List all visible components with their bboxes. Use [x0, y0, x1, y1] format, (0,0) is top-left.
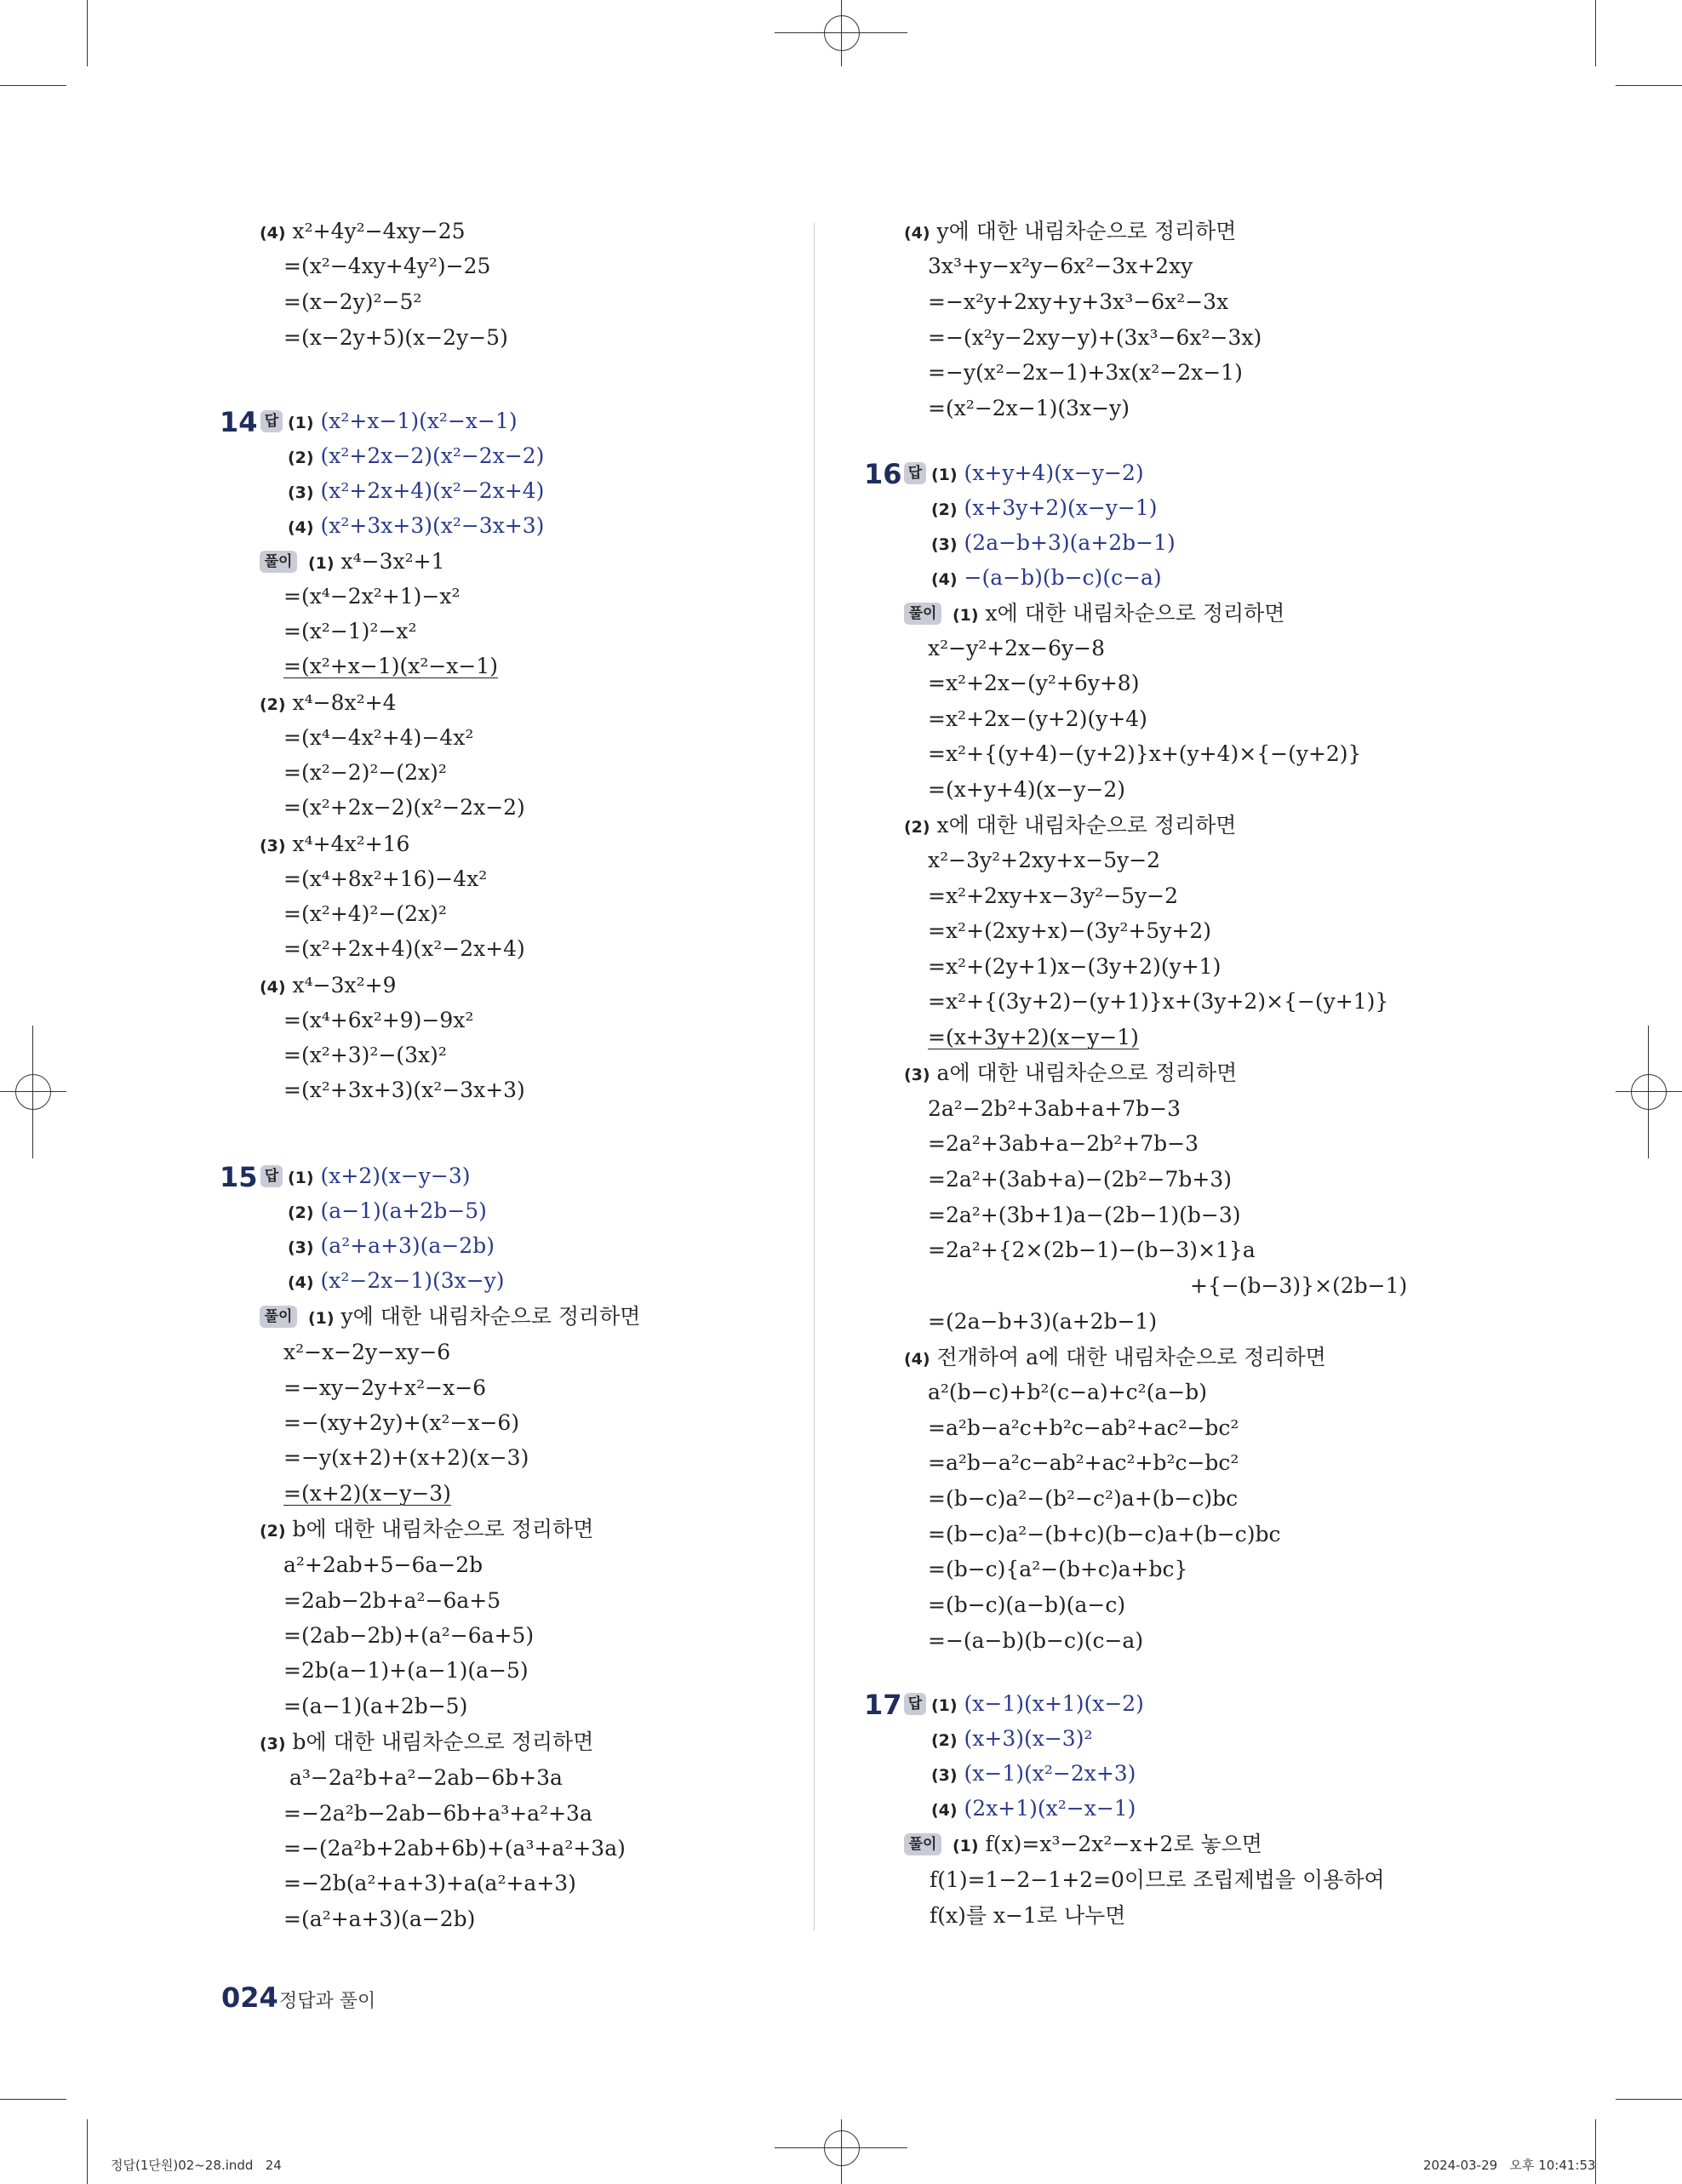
solution-badge: 풀이	[904, 603, 941, 625]
registration-mark	[1616, 1091, 1682, 1092]
math-line: =x²+{(y+4)−(y+2)}x+(y+4)×{−(y+2)}	[928, 741, 1362, 766]
math-line: f(x)를 x−1로 나누면	[930, 1903, 1126, 1928]
registration-mark	[1631, 1074, 1667, 1110]
math-line: =−(x²y−2xy−y)+(3x³−6x²−3x)	[928, 325, 1262, 350]
crop-mark	[0, 2099, 66, 2100]
crop-mark	[1616, 85, 1682, 86]
crop-mark	[87, 2119, 88, 2184]
math-line: =a²b−a²c+b²c−ab²+ac²−bc²	[928, 1415, 1239, 1440]
math-line: =x²+(2y+1)x−(3y+2)(y+1)	[928, 954, 1221, 979]
math-line: x²−y²+2x−6y−8	[928, 636, 1105, 660]
math-line: =(x−2y)²−5²	[283, 289, 422, 314]
answer-line: (1) (x+2)(x−y−3)	[288, 1163, 471, 1188]
math-line: (3) x⁴+4x²+16	[260, 832, 410, 856]
math-line: =2a²+(3ab+a)−(2b²−7b+3)	[928, 1167, 1232, 1192]
math-line: =x²+{(3y+2)−(y+1)}x+(3y+2)×{−(y+1)}	[928, 989, 1389, 1014]
math-line: =a²b−a²c−ab²+ac²+b²c−bc²	[928, 1450, 1239, 1475]
answer-line: (2) (x+3y+2)(x−y−1)	[931, 495, 1158, 520]
math-line: =−2b(a²+a+3)+a(a²+a+3)	[283, 1871, 576, 1895]
print-timestamp: 2024-03-29 오후 10:41:53	[1423, 2158, 1596, 2173]
math-line: =−y(x+2)+(x+2)(x−3)	[283, 1445, 529, 1470]
math-line: (2) b에 대한 내림차순으로 정리하면	[260, 1517, 594, 1541]
answer-line: (4) (x²−2x−1)(3x−y)	[288, 1268, 505, 1293]
math-line: =−x²y+2xy+y+3x³−6x²−3x	[928, 289, 1229, 314]
registration-mark	[0, 1091, 66, 1092]
math-line: =(x²+3x+3)(x²−3x+3)	[283, 1078, 525, 1102]
math-line: (1) x⁴−3x²+1	[308, 549, 445, 574]
math-line: (4) x⁴−3x²+9	[260, 973, 397, 998]
math-line: =−xy−2y+x²−x−6	[283, 1375, 487, 1400]
answer-line: (2) (x+3)(x−3)²	[931, 1726, 1093, 1751]
math-line-result: =(x+2)(x−y−3)	[283, 1481, 451, 1506]
question-number: 14	[220, 406, 258, 438]
math-line: 3x³+y−x²y−6x²−3x+2xy	[928, 254, 1193, 278]
math-line: =(b−c)a²−(b²−c²)a+(b−c)bc	[928, 1486, 1239, 1511]
answer-badge: 답	[260, 1165, 283, 1187]
math-line: =(x⁴−4x²+4)−4x²	[283, 725, 474, 750]
registration-mark	[824, 15, 860, 51]
page-section-label: 정답과 풀이	[279, 1991, 376, 2012]
math-line: =(x²−1)²−x²	[283, 619, 417, 643]
math-line: (2) x⁴−8x²+4	[260, 690, 397, 715]
crop-mark	[1595, 0, 1596, 66]
answer-line: (1) (x−1)(x+1)(x−2)	[931, 1691, 1144, 1716]
math-line: =x²+(2xy+x)−(3y²+5y+2)	[928, 918, 1212, 943]
math-line: =(x²+2x−2)(x²−2x−2)	[283, 795, 525, 820]
math-line: =2a²+{2×(2b−1)−(b−3)×1}a	[928, 1238, 1256, 1262]
math-line: a²+2ab+5−6a−2b	[283, 1552, 483, 1577]
registration-mark	[841, 0, 842, 66]
registration-mark	[1648, 1026, 1649, 1158]
registration-mark	[841, 2119, 842, 2184]
answer-line: (1) (x+y+4)(x−y−2)	[931, 460, 1144, 485]
math-line: (3) b에 대한 내림차순으로 정리하면	[260, 1729, 594, 1754]
solution-badge: 풀이	[904, 1833, 941, 1855]
math-line: (1) y에 대한 내림차순으로 정리하면	[308, 1304, 641, 1329]
math-line: (4) 전개하여 a에 대한 내림차순으로 정리하면	[904, 1345, 1326, 1369]
math-line: x²−3y²+2xy+x−5y−2	[928, 848, 1161, 872]
math-line: =(x²−2x−1)(3x−y)	[928, 396, 1130, 420]
column-divider	[814, 223, 815, 1930]
answer-badge: 답	[904, 462, 926, 484]
answer-line: (2) (a−1)(a+2b−5)	[288, 1198, 487, 1223]
answer-line: (2) (x²+2x−2)(x²−2x−2)	[288, 443, 545, 468]
math-line: =(x⁴+6x²+9)−9x²	[283, 1008, 474, 1032]
math-line: =x²+2x−(y+2)(y+4)	[928, 706, 1147, 731]
math-line: a³−2a²b+a²−2ab−6b+3a	[289, 1765, 563, 1790]
math-line: =(x²−4xy+4y²)−25	[283, 254, 491, 278]
answer-line: (3) (2a−b+3)(a+2b−1)	[931, 530, 1176, 555]
math-line: =(b−c)(a−b)(a−c)	[928, 1592, 1126, 1617]
math-line: =x²+2x−(y²+6y+8)	[928, 671, 1140, 695]
crop-mark	[1595, 2119, 1596, 2184]
math-line: =−(2a²b+2ab+6b)+(a³+a²+3a)	[283, 1836, 626, 1861]
crop-mark	[87, 0, 88, 66]
math-line: (1) f(x)=x³−2x²−x+2로 놓으면	[953, 1832, 1262, 1856]
math-line: f(1)=1−2−1+2=0이므로 조립제법을 이용하여	[930, 1867, 1385, 1892]
answer-line: (3) (a²+a+3)(a−2b)	[288, 1233, 495, 1258]
answer-line: (3) (x−1)(x²−2x+3)	[931, 1761, 1136, 1786]
registration-mark	[15, 1074, 51, 1110]
math-line-result: =(x²+x−1)(x²−x−1)	[283, 654, 499, 678]
answer-line: (4) (x²+3x+3)(x²−3x+3)	[288, 513, 545, 538]
math-line: =(x²+2x+4)(x²−2x+4)	[283, 936, 525, 961]
math-line: a²(b−c)+b²(c−a)+c²(a−b)	[928, 1380, 1208, 1404]
math-line: =(2ab−2b)+(a²−6a+5)	[283, 1623, 535, 1648]
answer-line: (3) (x²+2x+4)(x²−2x+4)	[288, 478, 545, 503]
math-line: =(x²−2)²−(2x)²	[283, 760, 447, 785]
question-number: 16	[864, 458, 902, 490]
math-line-result: =(x+3y+2)(x−y−1)	[928, 1025, 1139, 1049]
math-line: (4) x²+4y²−4xy−25	[260, 219, 466, 243]
math-line: +{−(b−3)}×(2b−1)	[1190, 1273, 1408, 1298]
crop-mark	[1616, 2099, 1682, 2100]
math-line: (2) x에 대한 내림차순으로 정리하면	[904, 813, 1237, 838]
math-line: =(x⁴−2x²+1)−x²	[283, 584, 461, 609]
math-line: =(b−c){a²−(b+c)a+bc}	[928, 1557, 1188, 1581]
math-line: =−(xy+2y)+(x²−x−6)	[283, 1410, 520, 1435]
math-line: =x²+2xy+x−3y²−5y−2	[928, 883, 1179, 908]
answer-badge: 답	[904, 1693, 926, 1715]
math-line: =(2a−b+3)(a+2b−1)	[928, 1309, 1158, 1334]
math-line: =(x²+4)²−(2x)²	[283, 901, 447, 926]
math-line: (3) a에 대한 내림차순으로 정리하면	[904, 1061, 1238, 1085]
math-line: =2a²+(3b+1)a−(2b−1)(b−3)	[928, 1203, 1241, 1227]
answer-badge: 답	[260, 410, 283, 432]
math-line: =(b−c)a²−(b+c)(b−c)a+(b−c)bc	[928, 1522, 1281, 1547]
math-line: x²−x−2y−xy−6	[283, 1340, 451, 1364]
math-line: (1) x에 대한 내림차순으로 정리하면	[953, 601, 1285, 626]
math-line: =(x⁴+8x²+16)−4x²	[283, 866, 488, 891]
registration-mark	[824, 2130, 860, 2166]
math-line: =(x+y+4)(x−y−2)	[928, 777, 1126, 802]
registration-mark	[32, 1026, 33, 1158]
answer-line: (4) −(a−b)(b−c)(c−a)	[931, 565, 1162, 590]
math-line: =−2a²b−2ab−6b+a³+a²+3a	[283, 1801, 592, 1826]
math-line: =−y(x²−2x−1)+3x(x²−2x−1)	[928, 360, 1243, 385]
math-line: =2a²+3ab+a−2b²+7b−3	[928, 1131, 1199, 1156]
math-line: =(a−1)(a+2b−5)	[283, 1694, 468, 1718]
math-line: =(x−2y+5)(x−2y−5)	[283, 325, 508, 350]
math-line: =(a²+a+3)(a−2b)	[283, 1907, 476, 1931]
solution-badge: 풀이	[260, 1306, 297, 1328]
answer-line: (4) (2x+1)(x²−x−1)	[931, 1796, 1136, 1821]
answer-line: (1) (x²+x−1)(x²−x−1)	[288, 409, 518, 433]
question-number: 15	[220, 1161, 258, 1193]
math-line: 2a²−2b²+3ab+a+7b−3	[928, 1096, 1181, 1121]
math-line: (4) y에 대한 내림차순으로 정리하면	[904, 219, 1237, 243]
question-number: 17	[864, 1689, 902, 1721]
page-number: 024	[221, 1981, 278, 2014]
math-line: =(x²+3)²−(3x)²	[283, 1043, 447, 1067]
math-line: =2ab−2b+a²−6a+5	[283, 1588, 501, 1613]
crop-mark	[0, 85, 66, 86]
print-file-name: 정답(1단원)02~28.indd 24	[111, 2158, 282, 2173]
math-line: =−(a−b)(b−c)(c−a)	[928, 1628, 1144, 1653]
math-line: =2b(a−1)+(a−1)(a−5)	[283, 1658, 529, 1683]
solution-badge: 풀이	[260, 551, 297, 573]
